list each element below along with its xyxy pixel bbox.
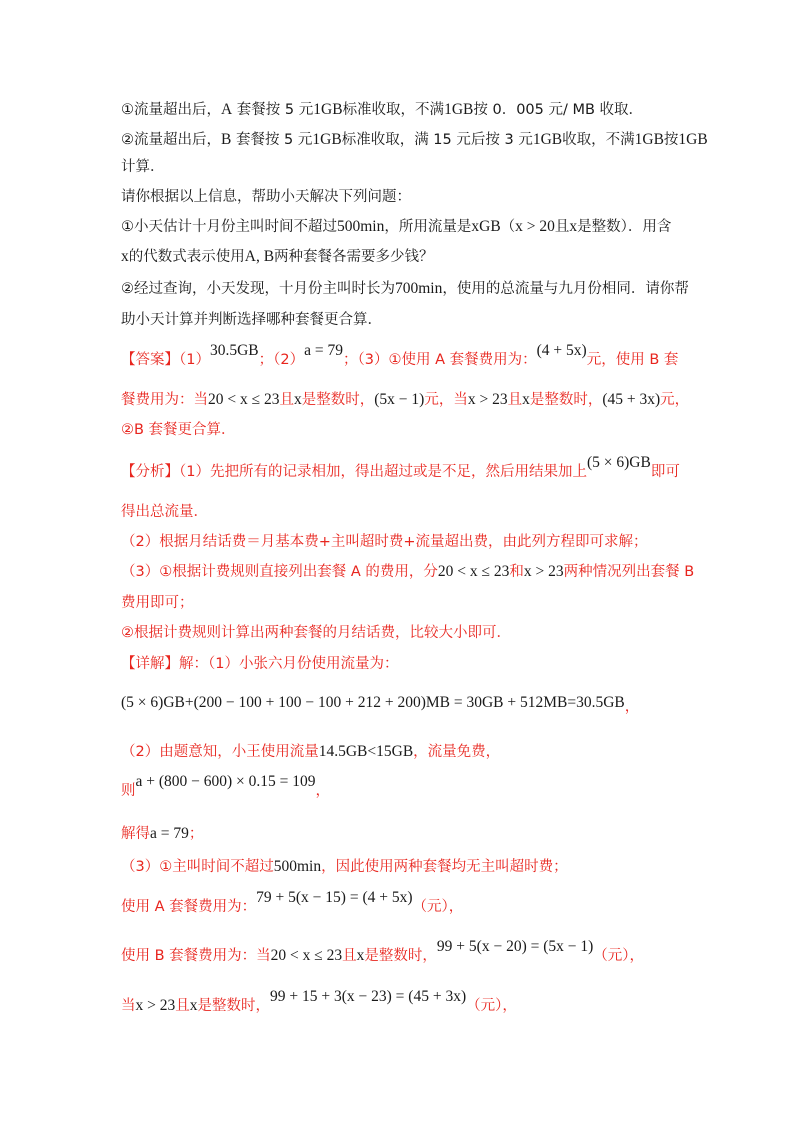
text-run: （元）， [466,998,517,1014]
analysis-line-5 [121,592,690,614]
text-run: 且 [342,948,357,964]
text-run: （3）①主叫时间不超过 [121,859,274,875]
text-run: 是整数时， [197,998,270,1014]
answer-line [121,342,690,371]
math-expression: 20 < x ≤ 23 [437,563,510,580]
text-run: 且 [554,219,570,235]
text-run: 收取，不满 [562,132,635,148]
text-run: ，所用流量是 [384,219,472,235]
math-expression: x > 20 [515,218,555,235]
math-expression: A [221,101,233,118]
text-run: ②根据计费规则计算出两种套餐的月结话费，比较大小即可． [121,625,511,641]
text-run: 计算． [121,159,165,175]
math-expression: 500min [337,218,385,235]
math-expression: x [522,391,530,408]
text-run: 和 [509,564,524,580]
text-run: ①流量超出后， [121,102,221,118]
math-expression: x [294,391,302,408]
text-run: 且 [507,392,523,408]
text-run: 标准收取，不满 [342,102,445,118]
math-expression: a = 79 [150,825,189,842]
answer-line-2 [121,389,690,411]
text-run: ②B 套餐更合算． [121,422,236,438]
text-run: 餐费用为：当 [121,392,208,408]
text-run: ①小天估计十月份主叫时间不超过 [121,219,337,235]
math-expression: 1GB [532,131,563,148]
text-run: 元， [660,392,690,408]
math-expression: 1GB [678,131,708,148]
math-expression: 99 + 15 + 3(x − 23) = (45 + 3x) [270,988,467,1005]
text-run: 标准收取，满 15 元后按 3 元 [341,132,533,148]
detail-equation-3 [121,889,690,918]
text-run: ； [188,826,204,842]
math-expression: 1GB [634,131,664,148]
text-run: 即可 [650,464,680,480]
text-run: 【答案】（1） [121,352,210,368]
math-expression: A, B [244,248,275,265]
detail-equation-1 [121,692,690,714]
math-expression: x [189,997,198,1014]
rule-a-text [121,99,690,121]
math-expression: xGB [471,218,501,235]
text-run: 两种情况列出套餐 B [563,564,695,580]
text-run: 当 [121,998,136,1014]
text-run: 是整数时， [301,392,375,408]
detail-equation-2 [121,773,690,802]
math-expression: a + (800 − 600) × 0.15 = 109 [135,773,316,790]
text-run: （ [500,219,516,235]
text-run: ；（3）①使用 A 套餐费用为： [343,352,537,368]
text-run: 解得 [121,826,150,842]
text-run: 使用 B 套餐费用为：当 [121,948,271,964]
text-run: ；（2） [258,352,305,368]
text-run: 两种套餐各需要多少钱？ [274,249,434,265]
math-expression: 20 < x ≤ 23 [208,391,280,408]
math-expression: x > 23 [135,997,176,1014]
text-run: 请你根据以上信息，帮助小天解决下列问题： [121,189,411,205]
math-expression: (4 + 5x) [536,342,587,359]
math-expression: (45 + 3x) [602,391,661,408]
math-expression: 1GB [312,131,342,148]
math-expression: x [356,947,365,964]
analysis-line-4 [121,561,695,583]
text-run: 是整数时， [364,948,437,964]
text-run: 套餐按 5 元 [232,102,314,118]
analysis-line [121,454,690,483]
rule-b-text [121,129,708,151]
question-1-cont [121,246,690,268]
math-expression: B [221,131,232,148]
math-expression: x [121,248,129,265]
question-1 [121,216,690,238]
question-intro [121,186,690,208]
math-expression: 14.5GB<15GB [318,743,414,760]
text-run: 【详解】解：（1）小张六月份使用流量为： [121,656,399,672]
text-run: 套餐按 5 元 [231,132,313,148]
text-run: 按 [663,132,679,148]
math-expression: (5 × 6)GB+(200 − 100 + 100 − 100 + 212 + 200)MB = 30GB + 512MB=30.5GB [121,694,625,711]
text-run: 【分析】（1）先把所有的记录相加，得出超过或是不足，然后用结果加上 [121,464,587,480]
math-expression: 20 < x ≤ 23 [270,947,343,964]
text-run: ， [624,699,640,715]
text-run: 的代数式表示使用 [128,249,245,265]
analysis-line-3 [121,531,690,553]
math-expression: x [569,218,578,235]
analysis-line-2 [121,501,690,523]
detail-line-6 [121,856,690,878]
text-run: 费用即可； [121,595,194,611]
text-run: ， [315,783,331,799]
text-run: 且 [175,998,190,1014]
text-run: ，因此使用两种套餐均无主叫超时费； [321,859,568,875]
math-expression: 500min [273,858,322,875]
text-run: ，使用的总流量与九月份相同．请你帮 [442,281,689,297]
text-run: 则 [121,783,136,799]
detail-equation-4 [121,938,690,967]
text-run: 按 0．005 元/ MB 收取． [473,102,644,118]
analysis-line-6 [121,622,690,644]
text-run: ②流量超出后， [121,132,221,148]
detail-line [121,653,690,675]
detail-line-5 [121,823,690,845]
text-run: 使用 A 套餐费用为： [121,899,257,915]
math-expression: 30.5GB [209,342,259,359]
math-expression: 700min [395,280,443,297]
math-expression: 1GB [313,101,343,118]
text-run: （2）由题意知，小王使用流量 [121,744,319,760]
math-expression: (5 × 6)GB [586,454,651,471]
text-run: （元）， [593,948,645,964]
math-expression: 79 + 5(x − 15) = (4 + 5x) [256,889,413,906]
text-run: 是整数时， [529,392,603,408]
text-run: 且 [279,392,294,408]
math-expression: x > 23 [467,391,508,408]
text-run: 得出总流量． [121,504,208,520]
math-expression: x > 23 [523,563,564,580]
question-2-cont [121,309,690,331]
text-run: （2）根据月结话费＝月基本费+主叫超时费+流量超出费，由此列方程即可求解； [121,534,648,550]
text-run: 助小天计算并判断选择哪种套餐更合算． [121,312,382,328]
detail-line-3 [121,741,690,763]
rule-b-text-cont [121,156,690,178]
text-run: （元）， [412,899,464,915]
text-run: 是整数）．用含 [577,219,672,235]
text-run: ②经过查询，小天发现，十月份主叫时长为 [121,281,395,297]
math-expression: 1GB [444,101,474,118]
math-expression: 99 + 5(x − 20) = (5x − 1) [436,938,594,955]
text-run: 元，当 [424,392,468,408]
detail-equation-5 [121,988,690,1017]
text-run: ，流量免费， [413,744,501,760]
text-run: （3）①根据计费规则直接列出套餐 A 的费用，分 [121,564,438,580]
math-expression: (5x − 1) [374,391,425,408]
math-expression: a = 79 [304,342,344,359]
question-2 [121,278,690,300]
text-run: 元，使用 B 套 [586,352,679,368]
answer-line-3 [121,419,690,441]
